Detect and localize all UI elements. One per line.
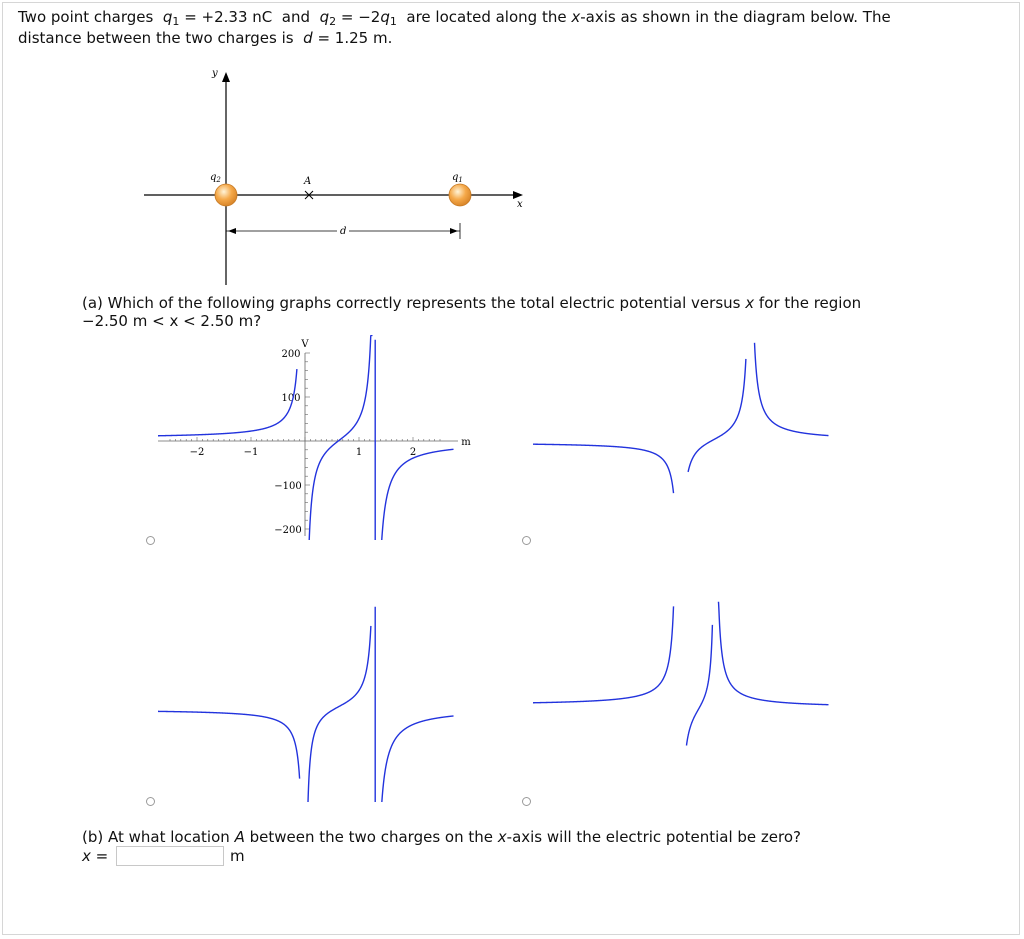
answer-label <box>82 846 108 866</box>
option-4-graph <box>533 592 853 802</box>
point-a-label: A <box>304 176 312 187</box>
y-tick-label-neg100: −100 <box>274 481 302 492</box>
x-tick-label-1: 1 <box>355 447 363 458</box>
x-axis-unit-label: m <box>461 437 471 448</box>
part-a-line-1 <box>82 293 861 313</box>
q2-label: $q_2$ <box>210 172 221 184</box>
part-a-line-2: −2.50 m < x < 2.50 m? <box>82 312 262 330</box>
problem-line2-lead: distance between the two charges is <box>18 29 294 47</box>
x-tick-label-neg1: −1 <box>243 447 259 458</box>
option-2-radio[interactable] <box>522 536 531 545</box>
q1-value: = +2.33 nC <box>179 8 273 26</box>
part-b-lead: (b) At what location <box>82 828 230 846</box>
d-value: = 1.25 m. <box>312 29 393 47</box>
potential-curve <box>755 343 829 436</box>
problem-line-2 <box>18 28 392 48</box>
option-2-graph <box>533 335 853 540</box>
potential-curve <box>158 369 297 436</box>
option-1-radio[interactable] <box>146 536 155 545</box>
option-3-radio[interactable] <box>146 797 155 806</box>
q1-symbol: q <box>162 8 173 26</box>
distance-label: d <box>340 226 347 237</box>
y-tick-label-100: 100 <box>281 393 301 404</box>
answer-x-label: x = <box>82 847 109 865</box>
d-symbol: d <box>303 29 313 47</box>
problem-intro-mid: are located along the <box>406 8 567 26</box>
x-axis-symbol: x <box>571 8 581 26</box>
y-axis-label: y <box>212 68 218 79</box>
part-b-mid: between the two charges on the <box>249 828 493 846</box>
q2-symbol: q <box>319 8 330 26</box>
potential-curve <box>718 602 829 704</box>
potential-curve <box>306 335 372 540</box>
distance-arrow-left-icon <box>228 228 236 234</box>
x-tick-label-2: 2 <box>409 447 417 458</box>
potential-curve <box>688 359 746 472</box>
charge-q2 <box>215 184 237 206</box>
part-a-tail: for the region <box>758 294 862 312</box>
potential-curve <box>533 606 674 702</box>
q2-ref-symbol: q <box>380 8 390 26</box>
part-b-x-symbol: x <box>497 828 507 846</box>
potential-curve <box>308 626 371 802</box>
charge-q1 <box>449 184 471 206</box>
answer-input[interactable] <box>116 846 224 866</box>
problem-intro-tail: -axis as shown in the diagram below. The <box>580 8 891 26</box>
part-b-a-symbol: A <box>234 828 245 846</box>
potential-curve <box>380 716 454 802</box>
potential-curve <box>533 444 674 493</box>
q2-ref-subscript: 1 <box>389 15 397 28</box>
x-tick-label-neg2: −2 <box>189 447 205 458</box>
q1-label: $q_1$ <box>452 172 463 184</box>
y-axis-arrow-icon <box>222 72 230 82</box>
x-axis-label: x <box>517 199 523 210</box>
problem-intro-lead: Two point charges <box>18 8 154 26</box>
y-tick-label-200: 200 <box>281 349 301 360</box>
y-tick-label-neg200: −200 <box>274 525 302 536</box>
q2-subscript: 2 <box>329 15 337 28</box>
q1-subscript: 1 <box>172 15 180 28</box>
option-4-radio[interactable] <box>522 797 531 806</box>
x-axis-arrow-icon <box>513 191 523 199</box>
distance-arrow-right-icon <box>450 228 458 234</box>
part-a-x-symbol: x <box>745 294 755 312</box>
v-axis-unit-label: V <box>301 339 309 350</box>
part-b-tail: -axis will the electric potential be zero? <box>506 828 802 846</box>
and-word: and <box>281 8 311 26</box>
answer-unit: m <box>230 847 245 865</box>
part-b-question <box>82 827 801 847</box>
potential-curve <box>686 625 712 746</box>
option-1-graph <box>158 335 478 540</box>
potential-curve <box>158 711 300 778</box>
q2-value: = −2 <box>336 8 381 26</box>
part-a-lead: (a) Which of the following graphs correctly represents the total electric potential versus <box>82 294 741 312</box>
option-3-graph <box>158 592 478 802</box>
charge-diagram <box>130 60 550 285</box>
potential-curve <box>378 449 454 540</box>
